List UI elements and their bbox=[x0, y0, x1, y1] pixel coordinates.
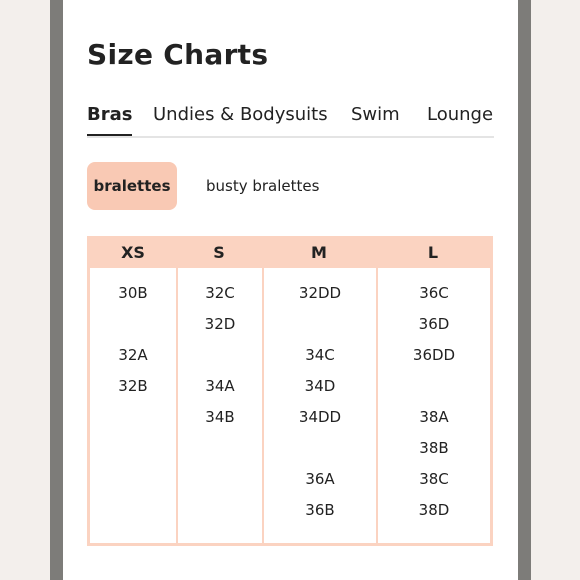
size-cell: 32B bbox=[118, 377, 148, 395]
size-cell: 32C bbox=[205, 284, 235, 302]
header-l: L bbox=[427, 243, 439, 262]
device-bezel-left bbox=[50, 0, 63, 580]
size-cell bbox=[264, 433, 376, 464]
size-cell: 38D bbox=[418, 501, 450, 519]
column-s bbox=[176, 268, 262, 543]
column-l bbox=[376, 268, 490, 543]
size-cell: 34DD bbox=[298, 408, 342, 426]
size-cell: 32D bbox=[204, 315, 236, 333]
header-m: M bbox=[311, 243, 327, 262]
size-table-header bbox=[87, 236, 493, 268]
size-cell bbox=[90, 495, 176, 526]
subtab-busty-bralettes[interactable]: busty bralettes bbox=[206, 177, 320, 195]
tab-undies-bodysuits[interactable]: Undies & Bodysuits bbox=[153, 104, 328, 125]
size-cell bbox=[264, 309, 376, 340]
size-cell: 30B bbox=[118, 284, 148, 302]
size-cell bbox=[90, 433, 176, 464]
column-xs bbox=[90, 268, 176, 543]
size-cell: 38B bbox=[419, 439, 449, 457]
size-table bbox=[87, 236, 493, 546]
size-cell bbox=[90, 464, 176, 495]
size-cell bbox=[178, 464, 262, 495]
size-cell bbox=[90, 309, 176, 340]
size-cell: 32DD bbox=[298, 284, 342, 302]
subtab-bralettes[interactable]: bralettes bbox=[87, 162, 177, 210]
size-table-body bbox=[90, 268, 490, 543]
size-cell: 34B bbox=[205, 408, 235, 426]
size-cell: 36A bbox=[305, 470, 335, 488]
page-title: Size Charts bbox=[87, 38, 269, 71]
size-cell bbox=[178, 340, 262, 371]
size-cell: 36B bbox=[305, 501, 335, 519]
size-cell: 38C bbox=[419, 470, 449, 488]
size-cell bbox=[178, 495, 262, 526]
header-xs: XS bbox=[121, 243, 145, 262]
size-chart-screen bbox=[63, 0, 518, 580]
size-cell: 34C bbox=[305, 346, 335, 364]
size-cell: 34A bbox=[205, 377, 235, 395]
tab-bras[interactable]: Bras bbox=[87, 104, 132, 134]
size-cell bbox=[90, 402, 176, 433]
tab-swim[interactable]: Swim bbox=[351, 104, 400, 125]
size-cell bbox=[178, 433, 262, 464]
column-m bbox=[262, 268, 376, 543]
size-cell bbox=[378, 371, 490, 402]
size-cell: 38A bbox=[419, 408, 449, 426]
size-cell: 32A bbox=[118, 346, 148, 364]
tab-lounge[interactable]: Lounge bbox=[427, 104, 494, 125]
category-tabs bbox=[87, 104, 494, 138]
device-bezel-right bbox=[518, 0, 531, 580]
size-cell: 36D bbox=[418, 315, 450, 333]
size-cell: 34D bbox=[304, 377, 336, 395]
size-cell: 36DD bbox=[412, 346, 456, 364]
header-s: S bbox=[213, 243, 225, 262]
size-cell: 36C bbox=[419, 284, 449, 302]
